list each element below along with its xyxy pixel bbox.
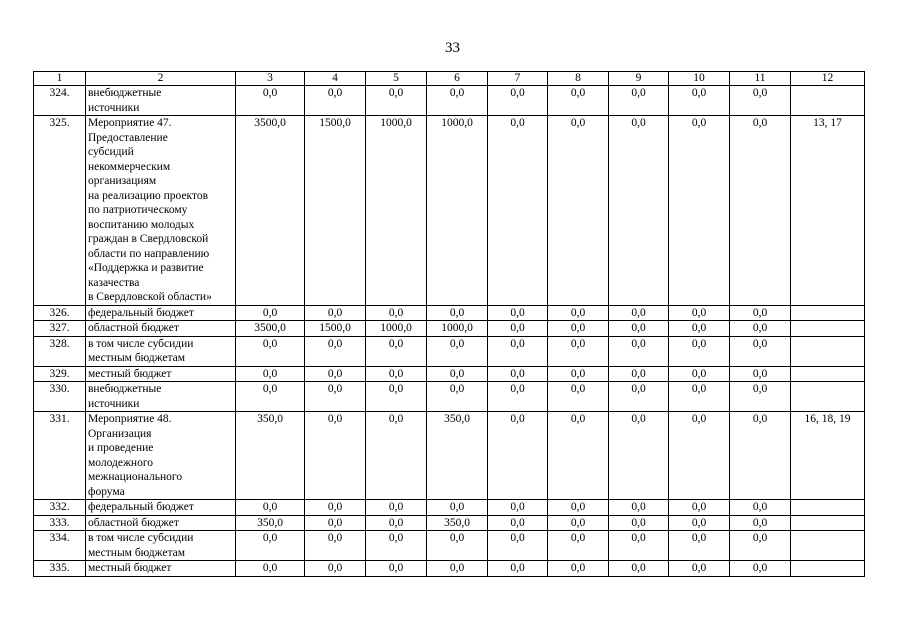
row-number: 330. [34, 382, 86, 412]
value-cell: 1500,0 [305, 321, 366, 337]
value-cell: 0,0 [730, 116, 791, 306]
value-cell: 0,0 [305, 305, 366, 321]
value-cell: 0,0 [236, 561, 305, 577]
value-cell: 0,0 [548, 561, 609, 577]
table-row [34, 515, 865, 531]
row-number: 332. [34, 500, 86, 516]
value-cell: 3500,0 [236, 116, 305, 306]
row-number: 326. [34, 305, 86, 321]
value-cell: 0,0 [548, 366, 609, 382]
table-row [34, 412, 865, 500]
column-header: 9 [609, 72, 669, 86]
value-cell: 0,0 [305, 412, 366, 500]
value-cell: 0,0 [609, 336, 669, 366]
value-cell: 0,0 [236, 305, 305, 321]
value-cell: 0,0 [669, 412, 730, 500]
value-cell: 0,0 [305, 500, 366, 516]
row-number: 324. [34, 86, 86, 116]
value-cell: 0,0 [730, 500, 791, 516]
value-cell: 1000,0 [427, 321, 488, 337]
row-name: областной бюджет [86, 321, 236, 337]
row-name: в том числе субсидии местным бюджетам [86, 531, 236, 561]
table-row [34, 561, 865, 577]
value-cell: 0,0 [366, 531, 427, 561]
row-number: 333. [34, 515, 86, 531]
value-cell: 0,0 [427, 86, 488, 116]
value-cell: 350,0 [427, 515, 488, 531]
row-number: 325. [34, 116, 86, 306]
table-row [34, 336, 865, 366]
column-header: 8 [548, 72, 609, 86]
value-cell: 0,0 [236, 86, 305, 116]
target-indicators-cell [791, 561, 865, 577]
value-cell: 0,0 [548, 321, 609, 337]
target-indicators-cell: 16, 18, 19 [791, 412, 865, 500]
value-cell: 3500,0 [236, 321, 305, 337]
value-cell: 0,0 [609, 382, 669, 412]
row-name: Мероприятие 48. Организация и проведение молодежного межнационального форума [86, 412, 236, 500]
value-cell: 0,0 [366, 366, 427, 382]
row-number: 335. [34, 561, 86, 577]
value-cell: 0,0 [548, 305, 609, 321]
value-cell: 0,0 [305, 515, 366, 531]
value-cell: 0,0 [366, 561, 427, 577]
value-cell: 0,0 [305, 382, 366, 412]
value-cell: 0,0 [366, 382, 427, 412]
value-cell: 0,0 [730, 336, 791, 366]
value-cell: 0,0 [609, 116, 669, 306]
value-cell: 0,0 [730, 561, 791, 577]
table-row [34, 321, 865, 337]
value-cell: 0,0 [669, 321, 730, 337]
value-cell: 0,0 [488, 561, 548, 577]
row-name: Мероприятие 47. Предоставление субсидий некоммерческим организациям на реализацию проектов по патриотическому воспитанию молодых граждан в Свердловской области по направлению «Поддержка и развитие казачества в Свердловской области» [86, 116, 236, 306]
value-cell: 0,0 [548, 412, 609, 500]
value-cell: 0,0 [548, 116, 609, 306]
value-cell: 0,0 [236, 500, 305, 516]
value-cell: 0,0 [669, 515, 730, 531]
target-indicators-cell [791, 515, 865, 531]
table-row [34, 500, 865, 516]
value-cell: 0,0 [427, 500, 488, 516]
column-header: 7 [488, 72, 548, 86]
target-indicators-cell [791, 321, 865, 337]
value-cell: 0,0 [730, 366, 791, 382]
value-cell: 0,0 [488, 382, 548, 412]
row-name: внебюджетные источники [86, 382, 236, 412]
target-indicators-cell [791, 531, 865, 561]
value-cell: 0,0 [730, 515, 791, 531]
value-cell: 1000,0 [366, 116, 427, 306]
table-row [34, 305, 865, 321]
value-cell: 0,0 [609, 500, 669, 516]
value-cell: 350,0 [427, 412, 488, 500]
column-header: 4 [305, 72, 366, 86]
value-cell: 0,0 [488, 366, 548, 382]
row-name: местный бюджет [86, 366, 236, 382]
row-number: 334. [34, 531, 86, 561]
column-header: 11 [730, 72, 791, 86]
value-cell: 0,0 [488, 336, 548, 366]
target-indicators-cell [791, 86, 865, 116]
value-cell: 0,0 [730, 412, 791, 500]
table-row [34, 86, 865, 116]
row-number: 331. [34, 412, 86, 500]
value-cell: 0,0 [548, 531, 609, 561]
value-cell: 0,0 [236, 336, 305, 366]
value-cell: 0,0 [730, 321, 791, 337]
value-cell: 0,0 [669, 366, 730, 382]
table-row [34, 531, 865, 561]
value-cell: 0,0 [669, 305, 730, 321]
value-cell: 0,0 [609, 515, 669, 531]
value-cell: 0,0 [366, 412, 427, 500]
value-cell: 0,0 [366, 515, 427, 531]
value-cell: 0,0 [488, 321, 548, 337]
column-header: 10 [669, 72, 730, 86]
value-cell: 0,0 [366, 86, 427, 116]
table-row [34, 116, 865, 306]
value-cell: 0,0 [730, 86, 791, 116]
value-cell: 0,0 [488, 515, 548, 531]
value-cell: 0,0 [669, 86, 730, 116]
value-cell: 0,0 [305, 531, 366, 561]
value-cell: 0,0 [669, 336, 730, 366]
target-indicators-cell [791, 366, 865, 382]
target-indicators-cell [791, 336, 865, 366]
row-number: 329. [34, 366, 86, 382]
value-cell: 350,0 [236, 515, 305, 531]
page-number: 33 [445, 40, 460, 56]
value-cell: 0,0 [427, 531, 488, 561]
row-name: местный бюджет [86, 561, 236, 577]
value-cell: 0,0 [236, 366, 305, 382]
target-indicators-cell [791, 382, 865, 412]
column-header: 3 [236, 72, 305, 86]
value-cell: 0,0 [488, 500, 548, 516]
value-cell: 0,0 [305, 86, 366, 116]
value-cell: 0,0 [488, 305, 548, 321]
value-cell: 0,0 [730, 305, 791, 321]
header-row [34, 72, 865, 86]
value-cell: 350,0 [236, 412, 305, 500]
value-cell: 0,0 [427, 366, 488, 382]
target-indicators-cell [791, 305, 865, 321]
value-cell: 0,0 [609, 412, 669, 500]
value-cell: 0,0 [609, 86, 669, 116]
value-cell: 0,0 [548, 336, 609, 366]
value-cell: 0,0 [609, 366, 669, 382]
row-name: внебюджетные источники [86, 86, 236, 116]
value-cell: 0,0 [305, 366, 366, 382]
target-indicators-cell: 13, 17 [791, 116, 865, 306]
value-cell: 1500,0 [305, 116, 366, 306]
value-cell: 0,0 [427, 561, 488, 577]
value-cell: 0,0 [548, 382, 609, 412]
value-cell: 1000,0 [366, 321, 427, 337]
column-header: 2 [86, 72, 236, 86]
value-cell: 0,0 [730, 531, 791, 561]
row-number: 327. [34, 321, 86, 337]
value-cell: 0,0 [609, 321, 669, 337]
value-cell: 0,0 [236, 531, 305, 561]
value-cell: 0,0 [548, 515, 609, 531]
value-cell: 0,0 [488, 86, 548, 116]
value-cell: 0,0 [427, 305, 488, 321]
value-cell: 0,0 [609, 561, 669, 577]
value-cell: 0,0 [548, 500, 609, 516]
table-body [34, 86, 865, 577]
value-cell: 0,0 [366, 336, 427, 366]
table-row [34, 382, 865, 412]
value-cell: 0,0 [548, 86, 609, 116]
column-header: 1 [34, 72, 86, 86]
target-indicators-cell [791, 500, 865, 516]
value-cell: 0,0 [488, 412, 548, 500]
column-header: 12 [791, 72, 865, 86]
value-cell: 0,0 [366, 305, 427, 321]
value-cell: 0,0 [669, 561, 730, 577]
value-cell: 0,0 [305, 561, 366, 577]
column-header: 5 [366, 72, 427, 86]
row-name: федеральный бюджет [86, 500, 236, 516]
row-number: 328. [34, 336, 86, 366]
value-cell: 0,0 [427, 336, 488, 366]
budget-table [33, 71, 865, 577]
value-cell: 0,0 [730, 382, 791, 412]
row-name: в том числе субсидии местным бюджетам [86, 336, 236, 366]
value-cell: 0,0 [305, 336, 366, 366]
value-cell: 0,0 [609, 305, 669, 321]
value-cell: 0,0 [427, 382, 488, 412]
value-cell: 0,0 [236, 382, 305, 412]
value-cell: 0,0 [669, 500, 730, 516]
value-cell: 1000,0 [427, 116, 488, 306]
value-cell: 0,0 [669, 116, 730, 306]
value-cell: 0,0 [669, 531, 730, 561]
table-row [34, 366, 865, 382]
value-cell: 0,0 [609, 531, 669, 561]
row-name: федеральный бюджет [86, 305, 236, 321]
value-cell: 0,0 [669, 382, 730, 412]
column-header: 6 [427, 72, 488, 86]
row-name: областной бюджет [86, 515, 236, 531]
value-cell: 0,0 [488, 531, 548, 561]
value-cell: 0,0 [366, 500, 427, 516]
value-cell: 0,0 [488, 116, 548, 306]
